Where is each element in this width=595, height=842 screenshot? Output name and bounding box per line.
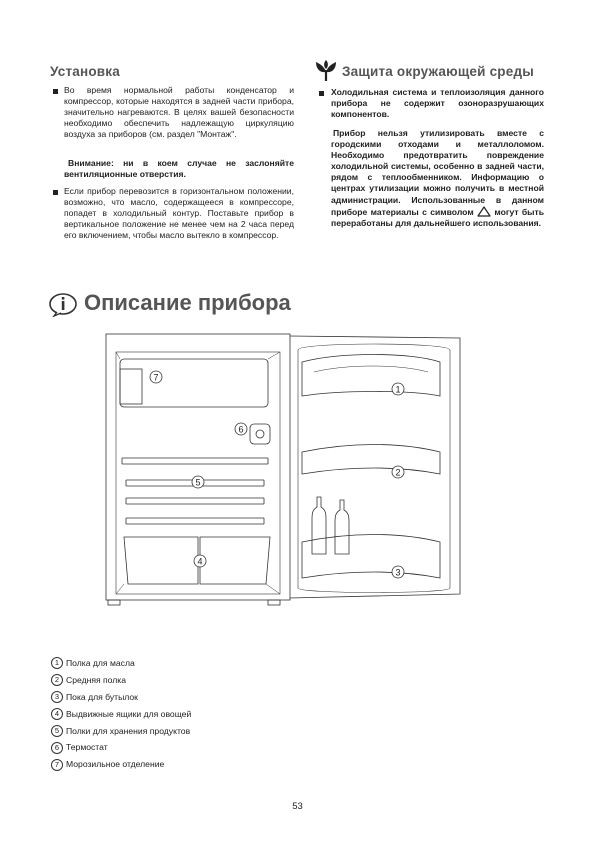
callout-1 [392, 383, 404, 395]
legend-item [51, 706, 191, 723]
shelf-3 [126, 498, 264, 504]
crisper-drawer-left [124, 537, 198, 584]
recycle-icon [477, 206, 491, 217]
callout-7-label: 7 [153, 372, 159, 383]
callout-7 [150, 371, 162, 383]
middle-shelf [302, 445, 440, 475]
legend-number: 6 [51, 742, 63, 754]
env-paragraph-1: Холодильная система и теплоизоляция данного прибора не содержит озоноразрушающих компонентов. [331, 87, 544, 120]
env-paragraph-2-text: Прибор нельзя утилизировать вместе с городскими отходами и металлоломом. Необходимо предотвратить повреждение холодильной системы, особенно в задней части, рядом с теплообменником. Информацию о центрах утилизации можно получить в местной администрации. Использованные в данном приборе материалы с символом [331, 128, 544, 217]
plant-icon [314, 60, 338, 82]
legend-number: 4 [51, 708, 63, 720]
env-paragraph-2-end: могут быть переработаны для дальнейшего использования. [331, 206, 545, 228]
legend-item [51, 655, 191, 672]
door-outline [290, 336, 460, 598]
thermostat-knob [256, 430, 264, 438]
callout-3 [392, 566, 404, 578]
env-paragraph-2 [331, 128, 544, 229]
legend-item [51, 689, 191, 706]
callout-5 [192, 476, 204, 488]
install-warning: Внимание: ни в коем случае не заслоняйте вентиляционные отверстия. [64, 158, 294, 180]
legend-number: 7 [51, 759, 63, 771]
callout-3-label: 3 [395, 567, 401, 578]
bullet [53, 190, 58, 195]
legend-text: Полки для хранения продуктов [66, 725, 191, 736]
legend-text: Полка для масла [66, 658, 135, 668]
crisper-drawer-right [200, 537, 270, 584]
info-icon [48, 293, 78, 317]
callout-6-label: 6 [238, 424, 244, 435]
legend-text: Морозильное отделение [66, 759, 165, 770]
page-number: 53 [292, 801, 303, 812]
callout-4 [194, 555, 206, 567]
legend [51, 655, 191, 773]
legend-item [51, 739, 191, 756]
legend-item [51, 723, 191, 740]
foot-right [268, 600, 280, 605]
legend-text: Пока для бутылок [66, 691, 138, 702]
bullet [319, 91, 324, 96]
callout-6 [235, 423, 247, 435]
callout-2-label: 2 [395, 467, 401, 478]
legend-item [51, 672, 191, 689]
legend-item [51, 756, 191, 773]
legend-number: 1 [51, 657, 63, 669]
shelf-1 [122, 458, 268, 464]
legend-text: Средняя полка [66, 674, 127, 685]
install-paragraph-1: Во время нормальной работы конденсатор и компрессор, которые находятся в задней части прибора, значительно нагреваются. В целях вашей безопасности необходимо обеспечить надлежащую циркуляцию воздуха за приборов (см. раздел "Монтаж". [64, 85, 294, 140]
butter-shelf [302, 355, 440, 397]
foot-left [108, 600, 120, 605]
callout-2 [392, 466, 404, 478]
legend-text: Термостат [66, 742, 108, 753]
callout-1-label: 1 [395, 384, 401, 395]
bullet [53, 89, 58, 94]
env-title: Защита окружающей среды [342, 64, 534, 79]
desc-title: Описание прибора [84, 290, 291, 315]
legend-number: 3 [51, 691, 63, 703]
bottle-1 [312, 497, 326, 554]
callout-4-label: 4 [197, 556, 203, 567]
fridge-diagram [100, 332, 472, 612]
callout-5-label: 5 [195, 477, 201, 488]
install-paragraph-2: Если прибор перевозится в горизонтальном положении, возможно, что масло, содержащееся в компрессоре, попадет в холодильный контур. Поставьте прибор в вертикальное положение не менее чем на 2 часа перед его включением, чтобы масло вытекло в компрессор. [64, 186, 294, 241]
install-title: Установка [50, 64, 120, 79]
thermostat [250, 424, 270, 444]
legend-text: Выдвижные ящики для овощей [66, 708, 192, 719]
legend-number: 5 [51, 725, 63, 737]
bottle-2 [335, 500, 349, 554]
shelf-4 [126, 518, 264, 524]
freezer-door [120, 369, 142, 404]
bottle-shelf [302, 535, 440, 579]
legend-number: 2 [51, 674, 63, 686]
